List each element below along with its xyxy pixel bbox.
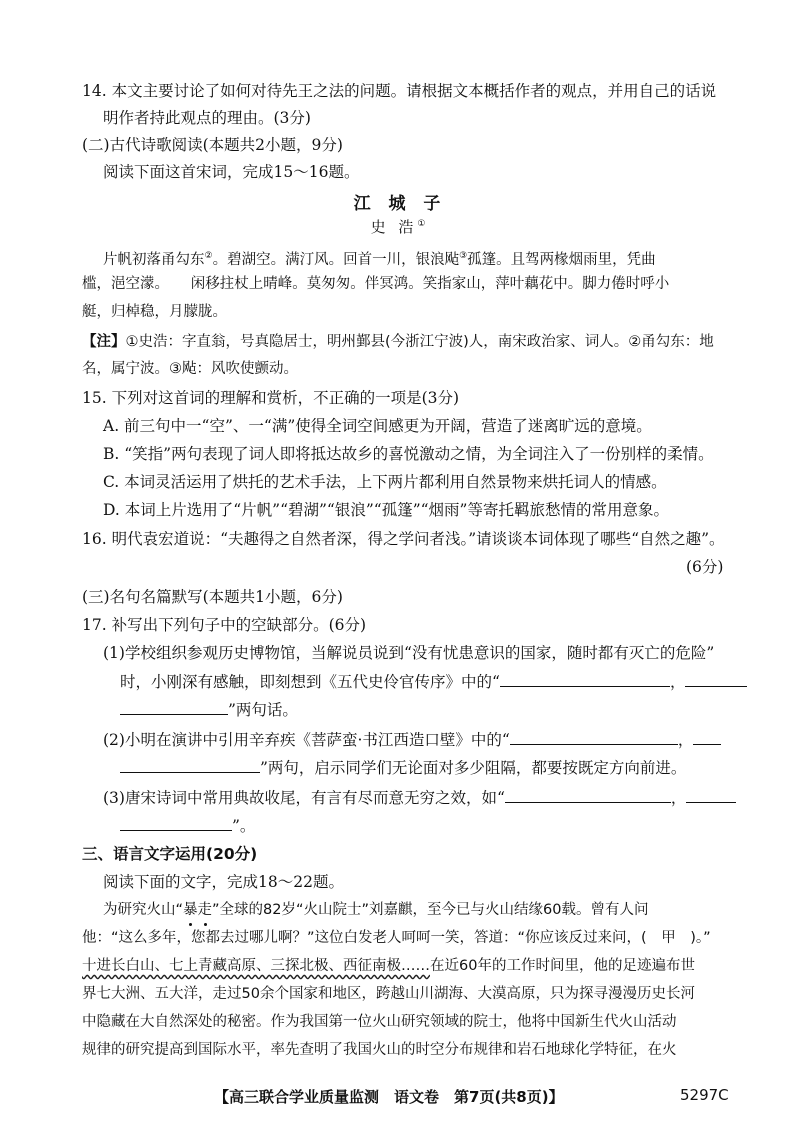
- passage-line5: 中隐藏在大自然深处的秘密。作为我国第一位火山研究领域的院士，他将中国新生代火山活动: [82, 1014, 677, 1030]
- section2-heading: (二)古代诗歌阅读(本题共2小题，9分): [82, 136, 343, 154]
- passage-line4: 界七大洲、五大洋，走过50余个国家和地区，跨越山川湖海、大漠高原，只为探寻漫漫历史长河: [82, 986, 695, 1002]
- q17-p1-blank2a[interactable]: [685, 670, 747, 687]
- part3-heading: 三、语言文字运用(20分): [82, 845, 258, 863]
- q17-p2-line1: (2)小明在演讲中引用辛弃疾《菩萨蛮·书江西造口壁》中的“ ，: [103, 728, 721, 751]
- q17-p2-blank2b[interactable]: [120, 756, 260, 773]
- passage-line1: 为研究火山“暴走 ”全球的82岁“火山院士”刘嘉麒，至今已与火山结缘60载。曾有人问: [103, 899, 648, 921]
- passage-line3: 十进长白山、七上青藏高原、三探北极、西征南极……在近60年的工作时间里，他的足迹遍布世: [82, 958, 695, 974]
- q17-p3-line2: ”。: [120, 814, 255, 837]
- notes-line2: 名，属宁波。③飐：风吹使颤动。: [82, 361, 298, 377]
- q16-score: (6分): [686, 558, 724, 576]
- footer-code: 5297C: [680, 1086, 729, 1104]
- q17-p3-blank2b[interactable]: [120, 814, 232, 831]
- q17-p2-line2: ”两句，启示同学们无论面对多少阻隔，都要按既定方向前进。: [120, 756, 686, 779]
- emphasis-dots-text: 暴走: [183, 902, 212, 918]
- notes-label: 【注】: [82, 334, 126, 350]
- q17-p1-blank1[interactable]: [500, 670, 670, 687]
- q16-stem: 16. 明代袁宏道说：“夫趣得之自然者深，得之学问者浅。”请谈谈本词体现了哪些“自然之趣”。: [82, 530, 725, 548]
- q14-line1: 14. 本文主要讨论了如何对待先王之法的问题。请根据文本概括作者的观点，并用自己的话说: [82, 82, 717, 100]
- q17-p2-blank1[interactable]: [510, 728, 678, 745]
- q17-p3-blank2a[interactable]: [686, 786, 736, 803]
- part3-intro: 阅读下面的文字，完成18～22题。: [103, 873, 344, 891]
- footer-text: 【高三联合学业质量监测 语文卷 第7页(共8页)】: [214, 1088, 564, 1106]
- q15-option-d: D. 本词上片选用了“片帆”“碧湖”“银浪”“孤篷”“烟雨”等寄托羁旅愁情的常用意象。: [103, 501, 669, 519]
- poem-author: 史 浩①: [370, 218, 430, 236]
- q15-stem: 15. 下列对这首词的理解和赏析，不正确的一项是(3分): [82, 389, 460, 407]
- poem-line2: 槛，浥空濛。 闲移拄杖上晴峰。莫匆匆。伴冥鸿。笑指家山，萍叶藕花中。脚力倦时呼小: [82, 276, 670, 292]
- q17-p1-line2: 时，小刚深有感触，即刻想到《五代史伶官传序》中的“ ，: [120, 670, 747, 693]
- poem-line1: 片帆初落甬勾东②。碧湖空。满汀风。回首一川，银浪飐③孤篷。且驾两椽烟雨里，凭曲: [103, 251, 656, 268]
- section2-intro: 阅读下面这首宋词，完成15～16题。: [103, 163, 360, 181]
- poem-title: 江 城 子: [353, 194, 447, 214]
- wavy-underlined-text: 十进长白山、七上青藏高原、三探北极、西征南极……: [82, 958, 430, 974]
- passage-line6: 规律的研究提高到国际水平，率先查明了我国火山的时空分布规律和岩石地球化学特征，在火: [82, 1042, 677, 1058]
- q14-line2: 明作者持此观点的理由。(3分): [103, 109, 311, 127]
- passage-line2: 他：“这么多年，您都去过哪儿啊？”这位白发老人呵呵一笑，答道：“你应该反过来问，( 甲 )。”: [82, 930, 711, 946]
- q15-option-b: B. “笑指”两句表现了词人即将抵达故乡的喜悦激动之情，为全词注入了一份别样的柔情。: [103, 445, 714, 463]
- q15-option-c: C. 本词灵活运用了烘托的艺术手法，上下两片都利用自然景物来烘托词人的情感。: [103, 473, 667, 491]
- q17-p1-blank2b[interactable]: [120, 698, 228, 715]
- q17-p3-blank1[interactable]: [505, 786, 671, 803]
- q15-option-a: A. 前三句中一“空”、一“满”使得全词空间感更为开阔，营造了迷离旷远的意境。: [103, 417, 652, 435]
- q17-stem: 17. 补写出下列句子中的空缺部分。(6分): [82, 616, 367, 634]
- notes-line1: 【注】①史浩：字直翁，号真隐居士，明州鄞县(今浙江宁波)人，南宋政治家、词人。②甬勾东：地: [82, 334, 714, 350]
- section3-heading: (三)名句名篇默写(本题共1小题，6分): [82, 588, 343, 606]
- q17-p2-blank2a[interactable]: [693, 728, 721, 745]
- q17-p1-line1: (1)学校组织参观历史博物馆，当解说员说到“没有忧患意识的国家，随时都有灭亡的危险”: [103, 644, 715, 662]
- poem-line3: 艇，归棹稳，月朦胧。: [82, 304, 227, 320]
- q17-p1-line3: ”两句话。: [120, 698, 298, 721]
- q17-p3-line1: (3)唐宋诗词中常用典故收尾，有言有尽而意无穷之效，如“ ，: [103, 786, 736, 809]
